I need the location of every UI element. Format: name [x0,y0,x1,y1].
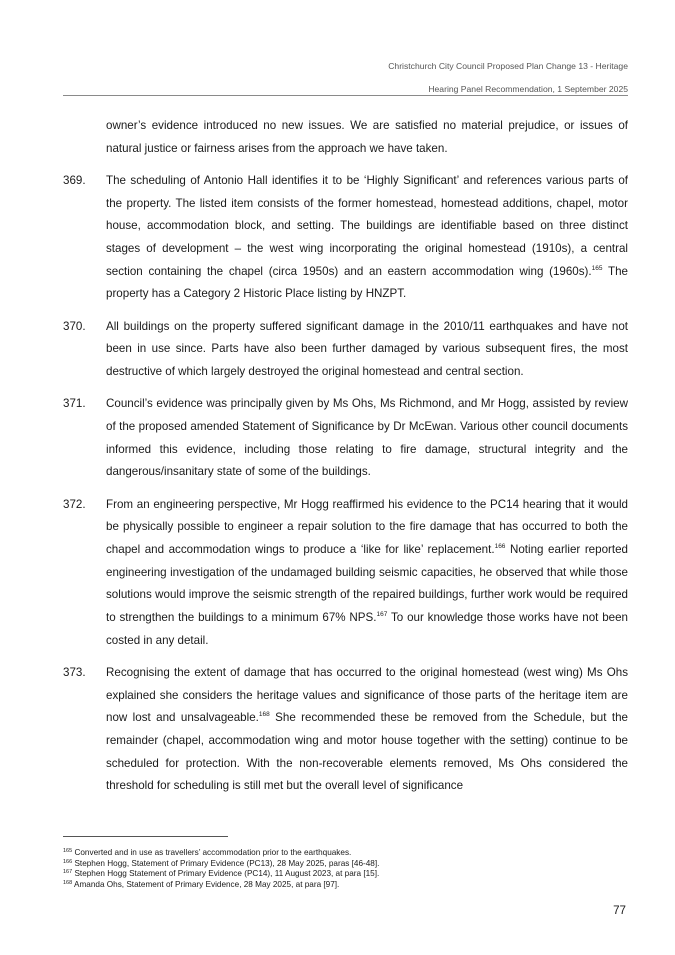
footnote-ref[interactable]: 167 [376,611,388,619]
footnote-167: $^{167}$ Stephen Hogg Statement of Primary Evidence (PC14), 11 August 2023, at para [15]. [63,869,380,879]
paragraph-number: 371. [63,397,86,411]
paragraph-text: Recognising the extent of damage that has occurred to the original homestead (west wing) Ms Ohs explained she considers the heritage values and significance of those parts of the heritage item are now lost and unsalvageable.$^{168}$ She recommended these be removed from the Schedule, but the remainder (chapel, accommodation wing and motor house together with the setting) continue to be scheduled for protection. With the non-recoverable elements removed, Ms Ohs considered the threshold for scheduling is still met but the overall level of significance [106,665,628,793]
paragraph-text: The scheduling of Antonio Hall identifies it to be ‘Highly Significant’ and references various parts of the property. The listed item consists of the former homestead, homestead additions, chapel, motor house, accommodation block, and setting. The buildings are identifiable based on three distinct stages of development – the west wing incorporating the original homestead (1910s), a central section containing the chapel (circa 1950s) and an eastern accommodation wing (1960s).$^{165}$ The property has a Category 2 Historic Place listing by HNZPT. [106,173,628,301]
paragraph-text: All buildings on the property suffered significant damage in the 2010/11 earthquakes and have not been in use since. Parts have also been further damaged by various subsequent fires, the most destructive of which largely destroyed the original homestead and central section. [106,319,628,379]
paragraph-number: 372. [63,497,86,511]
footnote-165: $^{165}$ Converted and in use as travellers’ accommodation prior to the earthquakes. [63,848,352,857]
footnote-ref[interactable]: 166 [494,542,506,550]
paragraph-371 [63,393,628,484]
paragraph-number: 373. [63,665,86,679]
paragraph-number: 370. [63,319,86,333]
page-number: 77 [613,904,626,917]
paragraph-369 [63,170,628,306]
header-title: Christchurch City Council Proposed Plan Change 13 - Heritage [388,61,628,71]
footnote-separator [63,836,228,837]
footnote-ref[interactable]: 168 [258,711,270,719]
footnote-168: $^{168}$ Amanda Ohs, Statement of Primary Evidence, 28 May 2025, at para [97]. [63,879,340,889]
paragraph-372 [63,494,628,653]
header-subtitle: Hearing Panel Recommendation, 1 September 2025 [428,84,628,94]
document-body [63,115,628,808]
footnotes [63,848,628,890]
paragraph-text: From an engineering perspective, Mr Hogg reaffirmed his evidence to the PC14 hearing that it would be physically possible to engineer a repair solution to the fire damage that has occurred to both the chapel and accommodation wings to produce a ‘like for like’ replacement.$^{166}$ Noting earlier reported engineering investigation of the undamaged building seismic capacities, he observed that while those solutions would improve the seismic strength of the repaired buildings, further work would be required to strengthen the buildings to a minimum 67% NPS.$^{167}$ To our knowledge those works have not been costed in any detail. [106,497,629,647]
footnote-166: $^{166}$ Stephen Hogg, Statement of Primary Evidence (PC13), 28 May 2025, paras [46-48]. [63,858,380,868]
footnote-ref[interactable]: 165 [591,264,603,272]
paragraph-text: Council’s evidence was principally given by Ms Ohs, Ms Richmond, and Mr Hogg, assisted by review of the proposed amended Statement of Significance by Dr McEwan. Various other council documents informed this evidence, including those relating to fire damage, structural integrity and the dangerous/insanitary state of some of the buildings. [106,397,628,479]
paragraph-373 [63,662,628,798]
paragraph-370 [63,316,628,384]
paragraph-text: owner’s evidence introduced no new issues. We are satisfied no material prejudice, or issues of natural justice or fairness arises from the approach we have taken. [106,119,628,155]
header-divider [63,95,628,96]
paragraph-number: 369. [63,173,86,187]
continued-paragraph [63,115,628,160]
